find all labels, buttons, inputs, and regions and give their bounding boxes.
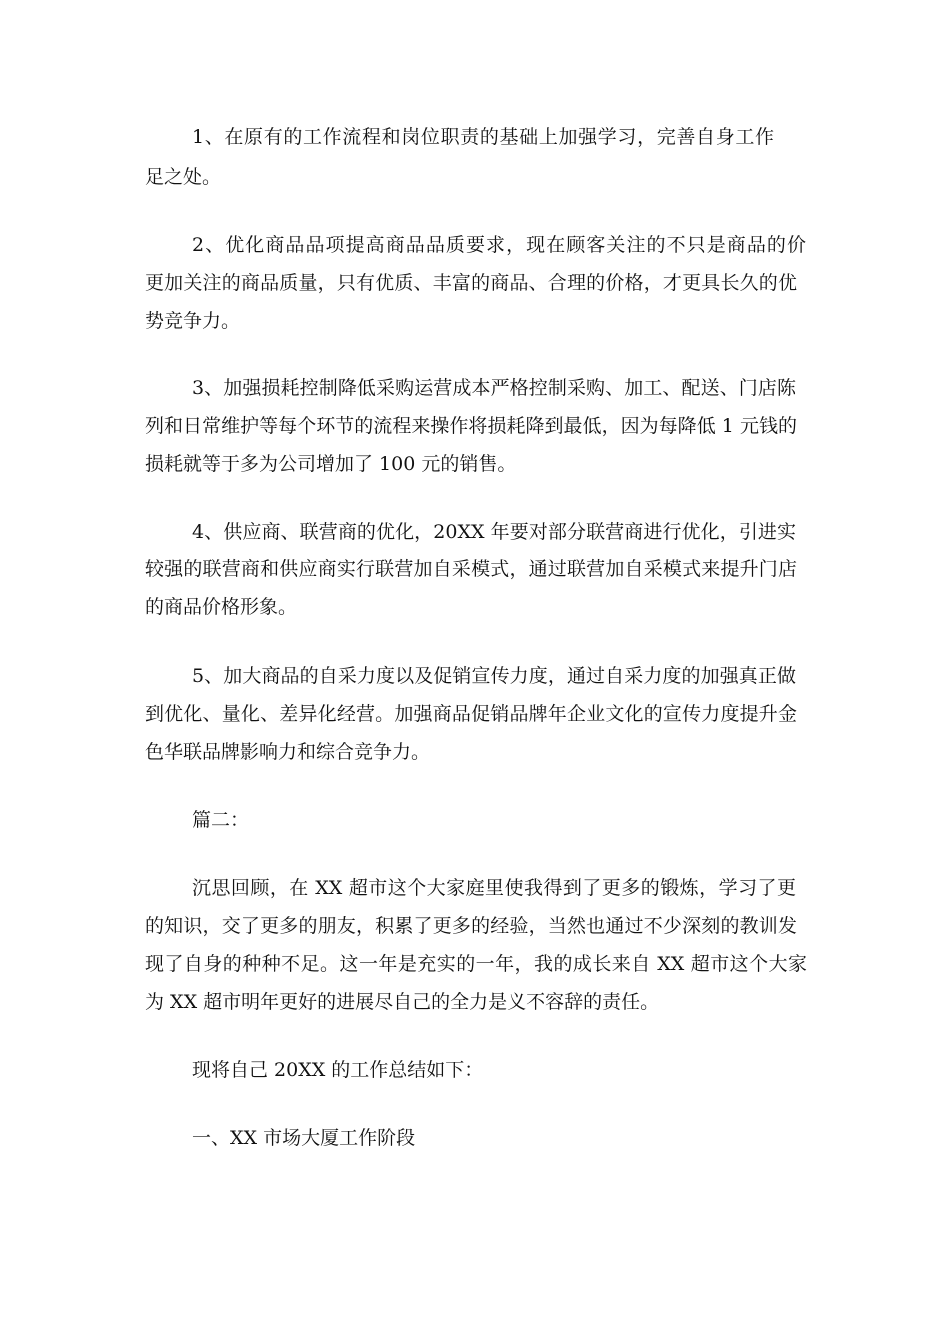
paragraph-line: 较强的联营商和供应商实行联营加自采模式，通过联营加自采模式来提升门店: [145, 558, 797, 580]
section-heading: 篇二：: [192, 809, 250, 831]
paragraph-line: 损耗就等于多为公司增加了 100 元的销售。: [145, 453, 517, 475]
paragraph-line: 3、加强损耗控制降低采购运营成本严格控制采购、加工、配送、门店陈: [192, 377, 796, 399]
paragraph-line: 色华联品牌影响力和综合竞争力。: [145, 741, 431, 763]
paragraph-line: 2、优化商品品项提高商品品质要求，现在顾客关注的不只是商品的价: [192, 234, 806, 256]
paragraph-line: 5、加大商品的自采力度以及促销宣传力度，通过自采力度的加强真正做: [192, 665, 796, 687]
paragraph-line: 1、在原有的工作流程和岗位职责的基础上加强学习，完善自身工作: [192, 126, 774, 148]
paragraph-line: 沉思回顾，在 XX 超市这个大家庭里使我得到了更多的锻炼，学习了更: [192, 877, 796, 899]
paragraph-line: 为 XX 超市明年更好的进展尽自己的全力是义不容辞的责任。: [145, 991, 660, 1013]
paragraph-line: 到优化、量化、差异化经营。加强商品促销品牌年企业文化的宣传力度提升金: [145, 703, 797, 725]
paragraph-line: 更加关注的商品质量，只有优质、丰富的商品、合理的价格，才更具长久的优: [145, 272, 797, 294]
paragraph-line: 4、供应商、联营商的优化，20XX 年要对部分联营商进行优化，引进实: [192, 521, 796, 543]
paragraph-line: 势竞争力。: [145, 310, 241, 332]
paragraph-line: 列和日常维护等每个环节的流程来操作将损耗降到最低，因为每降低 1 元钱的: [145, 415, 797, 437]
summary-intro: 现将自己 20XX 的工作总结如下：: [192, 1059, 484, 1081]
subsection-heading: 一、XX 市场大厦工作阶段: [192, 1127, 416, 1149]
paragraph-line: 的知识，交了更多的朋友，积累了更多的经验，当然也通过不少深刻的教训发: [145, 915, 797, 937]
paragraph-line: 足之处。: [145, 166, 222, 188]
paragraph-line: 的商品价格形象。: [145, 596, 298, 618]
paragraph-line: 现了自身的种种不足。这一年是充实的一年，我的成长来自 XX 超市这个大家: [145, 953, 807, 975]
